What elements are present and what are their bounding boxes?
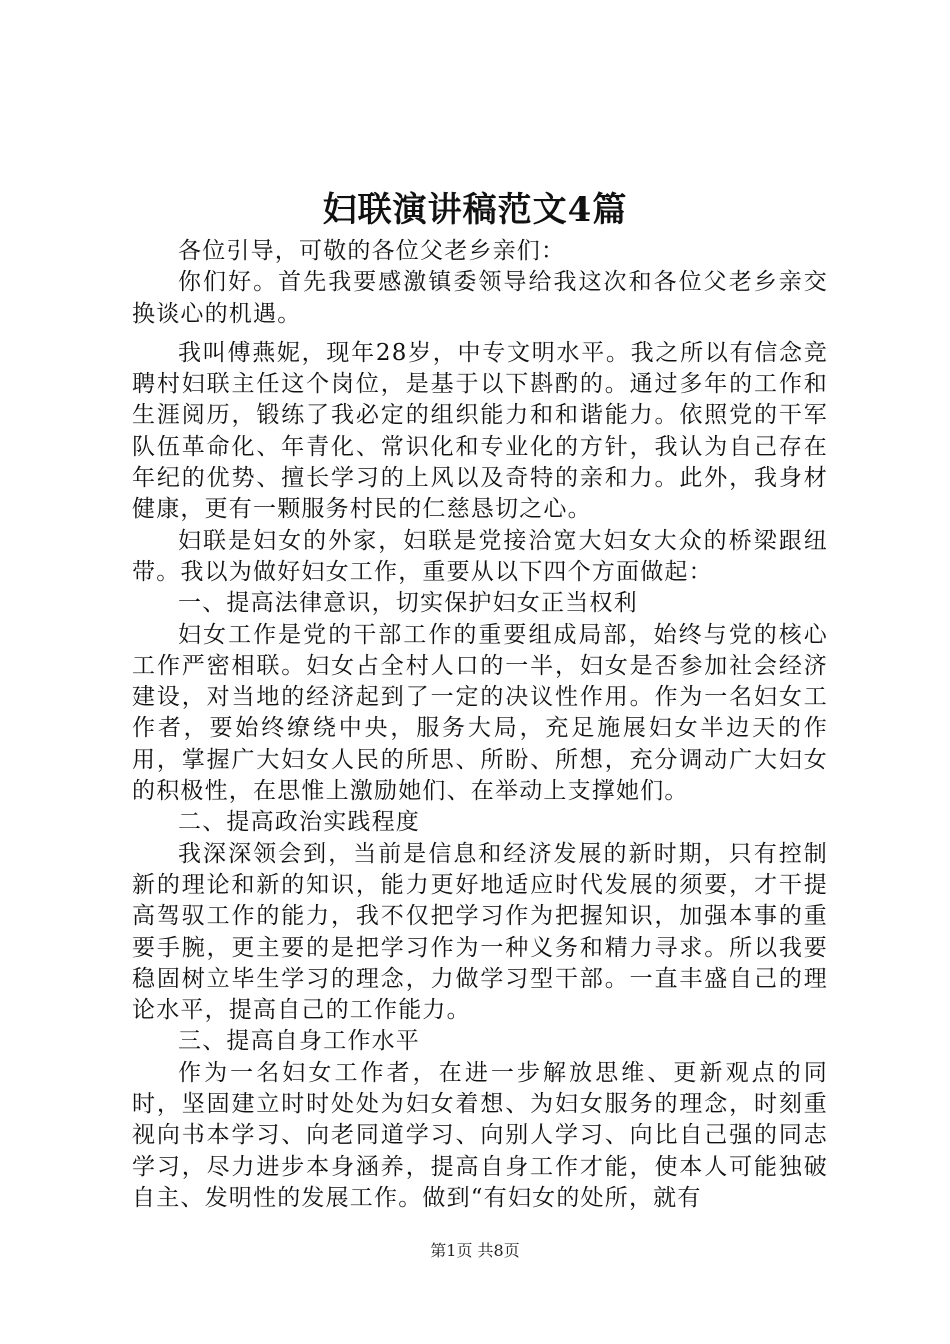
paragraph-greeting: 各位引导，可敬的各位父老乡亲们： — [178, 238, 566, 264]
page-number-footer: 第1页 共8页 — [430, 1241, 520, 1260]
paragraph-section-2: 我深深领会到，当前是信息和经济发展的新时期，只有控制新的理论和新的知识，能力更好地适应时代发展的须要，才干提高驾驭工作的能力，我不仅把学习作为把握知识，加强本事的重要手腕，更主要的是把学习作为一种义务和精力寻求。所以我要稳固树立毕生学习的理念，力做学习型干部。一直丰盛自己的理论水平，提高自己的工作能力。 — [132, 840, 828, 1024]
paragraph-section-1: 妇女工作是党的干部工作的重要组成局部，始终与党的核心工作严密相联。妇女占全村人口的一半，妇女是否参加社会经济建设，对当地的经济起到了一定的决议性作用。作为一名妇女工作者，要始终缭绕中央，服务大局，充足施展妇女半边天的作用，掌握广大妇女人民的所思、所盼、所想，充分调动广大妇女的积极性，在思惟上激励她们、在举动上支撑她们。 — [132, 621, 828, 805]
paragraph-womens-federation: 妇联是妇女的外家，妇联是党接洽宽大妇女大众的桥梁跟纽带。我以为做好妇女工作，重要从以下四个方面做起： — [132, 527, 828, 585]
section-heading-2: 二、提高政治实践程度 — [178, 809, 420, 836]
paragraph-section-3: 作为一名妇女工作者，在进一步解放思维、更新观点的同时，坚固建立时时处处为妇女着想、为妇女服务的理念，时刻重视向书本学习、向老同道学习、向别人学习、向比自己强的同志学习，尽力进步本身涵养，提高自身工作才能，使本人可能独破自主、发明性的发展工作。做到“有妇女的处所，就有 — [132, 1059, 828, 1211]
section-heading-3: 三、提高自身工作水平 — [178, 1028, 420, 1055]
paragraph-introduction: 我叫傅燕妮，现年28岁，中专文明水平。我之所以有信念竞聘村妇联主任这个岗位，是基于以下斟酌的。通过多年的工作和生涯阅历，锻练了我必定的组织能力和和谐能力。依照党的干军队伍革命化、年青化、常识化和专业化的方针，我认为自己存在年纪的优势、擅长学习的上风以及奇特的亲和力。此外，我身材健康，更有一颗服务村民的仁慈恳切之心。 — [132, 339, 828, 523]
document-body — [132, 236, 828, 1214]
section-heading-1: 一、提高法律意识，切实保护妇女正当权利 — [178, 590, 638, 617]
document-title: 妇联演讲稿范文4篇 — [322, 190, 628, 230]
paragraph-thanks: 你们好。首先我要感激镇委领导给我这次和各位父老乡亲交换谈心的机遇。 — [132, 269, 828, 327]
